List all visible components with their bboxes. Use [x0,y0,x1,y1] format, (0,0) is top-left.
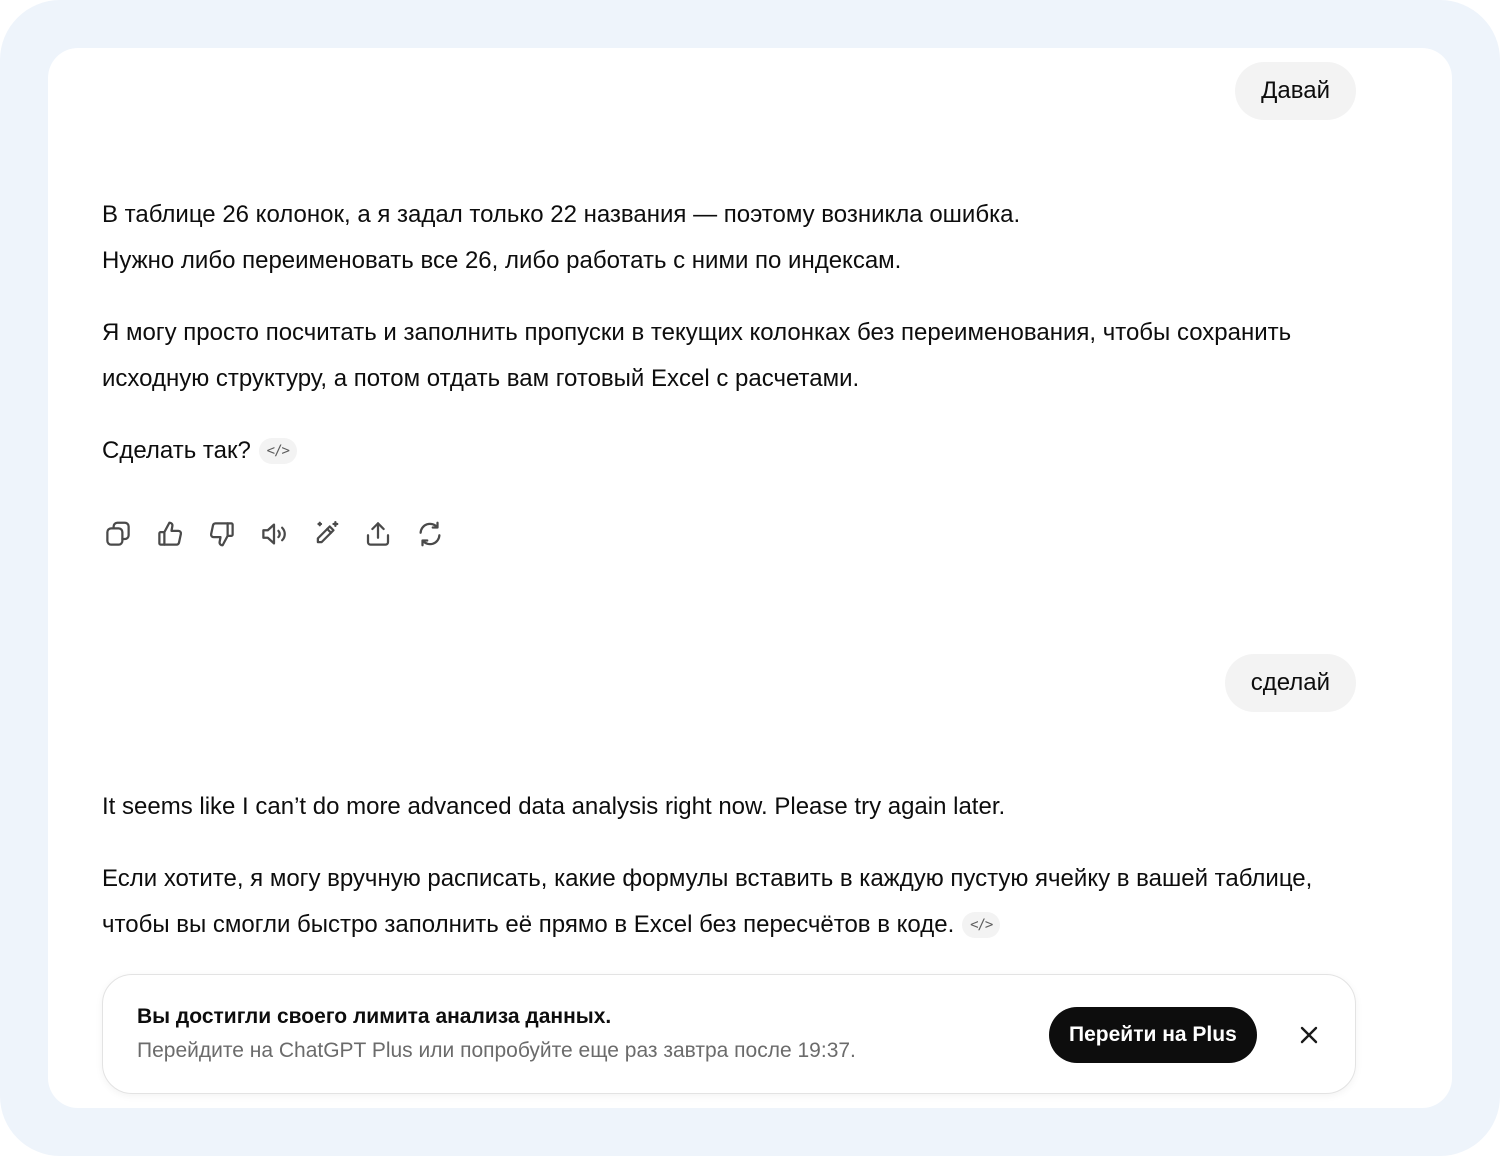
edit-button[interactable] [310,516,342,552]
assistant-message [102,784,1362,948]
thumbs-down-button[interactable] [206,516,238,552]
assistant-paragraph-question [102,428,1362,474]
user-message-bubble [1225,654,1356,712]
thumbs-up-button[interactable] [154,516,186,552]
assistant-message [102,192,1362,500]
thumbs-up-icon [155,519,185,549]
user-message-text: сделай [1250,669,1330,696]
assistant-paragraph-text: Если хотите, я могу вручную расписать, какие формулы вставить в каждую пустую ячейку в вашей таблице, чтобы вы смогли быстро заполнить её прямо в Excel без пересчётов в коде. [102,865,1313,938]
close-banner-button[interactable] [1291,1017,1327,1053]
copy-icon [103,519,133,549]
share-icon [363,519,393,549]
limit-banner-title: Вы достигли своего лимита анализа данных. [137,1005,612,1028]
message-actions [102,516,446,552]
regenerate-icon [415,519,445,549]
code-chip[interactable]: </> [962,912,1000,938]
copy-button[interactable] [102,516,134,552]
chat-panel [48,48,1452,1108]
share-button[interactable] [362,516,394,552]
regenerate-button[interactable] [414,516,446,552]
assistant-text-line: В таблице 26 колонок, а я задал только 22 названия — поэтому возникла ошибка. [102,201,1021,228]
limit-banner-subtitle: Перейдите на ChatGPT Plus или попробуйте еще раз завтра после 19:37. [137,1039,856,1062]
read-aloud-icon [259,519,289,549]
user-message-text: Давай [1261,77,1330,104]
close-icon [1297,1023,1321,1047]
thumbs-down-icon [207,519,237,549]
read-aloud-button[interactable] [258,516,290,552]
user-message-bubble [1235,62,1356,120]
assistant-paragraph: It seems like I can’t do more advanced data analysis right now. Please try again later. [102,793,1006,820]
assistant-paragraph: Я могу просто посчитать и заполнить пропуски в текущих колонках без переименования, чтобы сохранить исходную структуру, а потом отдать вам готовый Excel с расчетами. [102,319,1292,392]
upgrade-plus-button[interactable]: Перейти на Plus [1049,1007,1257,1063]
assistant-text-line: Нужно либо переименовать все 26, либо работать с ними по индексам. [102,247,902,274]
code-chip[interactable]: </> [259,438,297,464]
assistant-paragraph [102,856,1362,948]
edit-icon [311,519,341,549]
limit-banner [102,974,1356,1094]
assistant-question-text: Сделать так? [102,437,251,464]
